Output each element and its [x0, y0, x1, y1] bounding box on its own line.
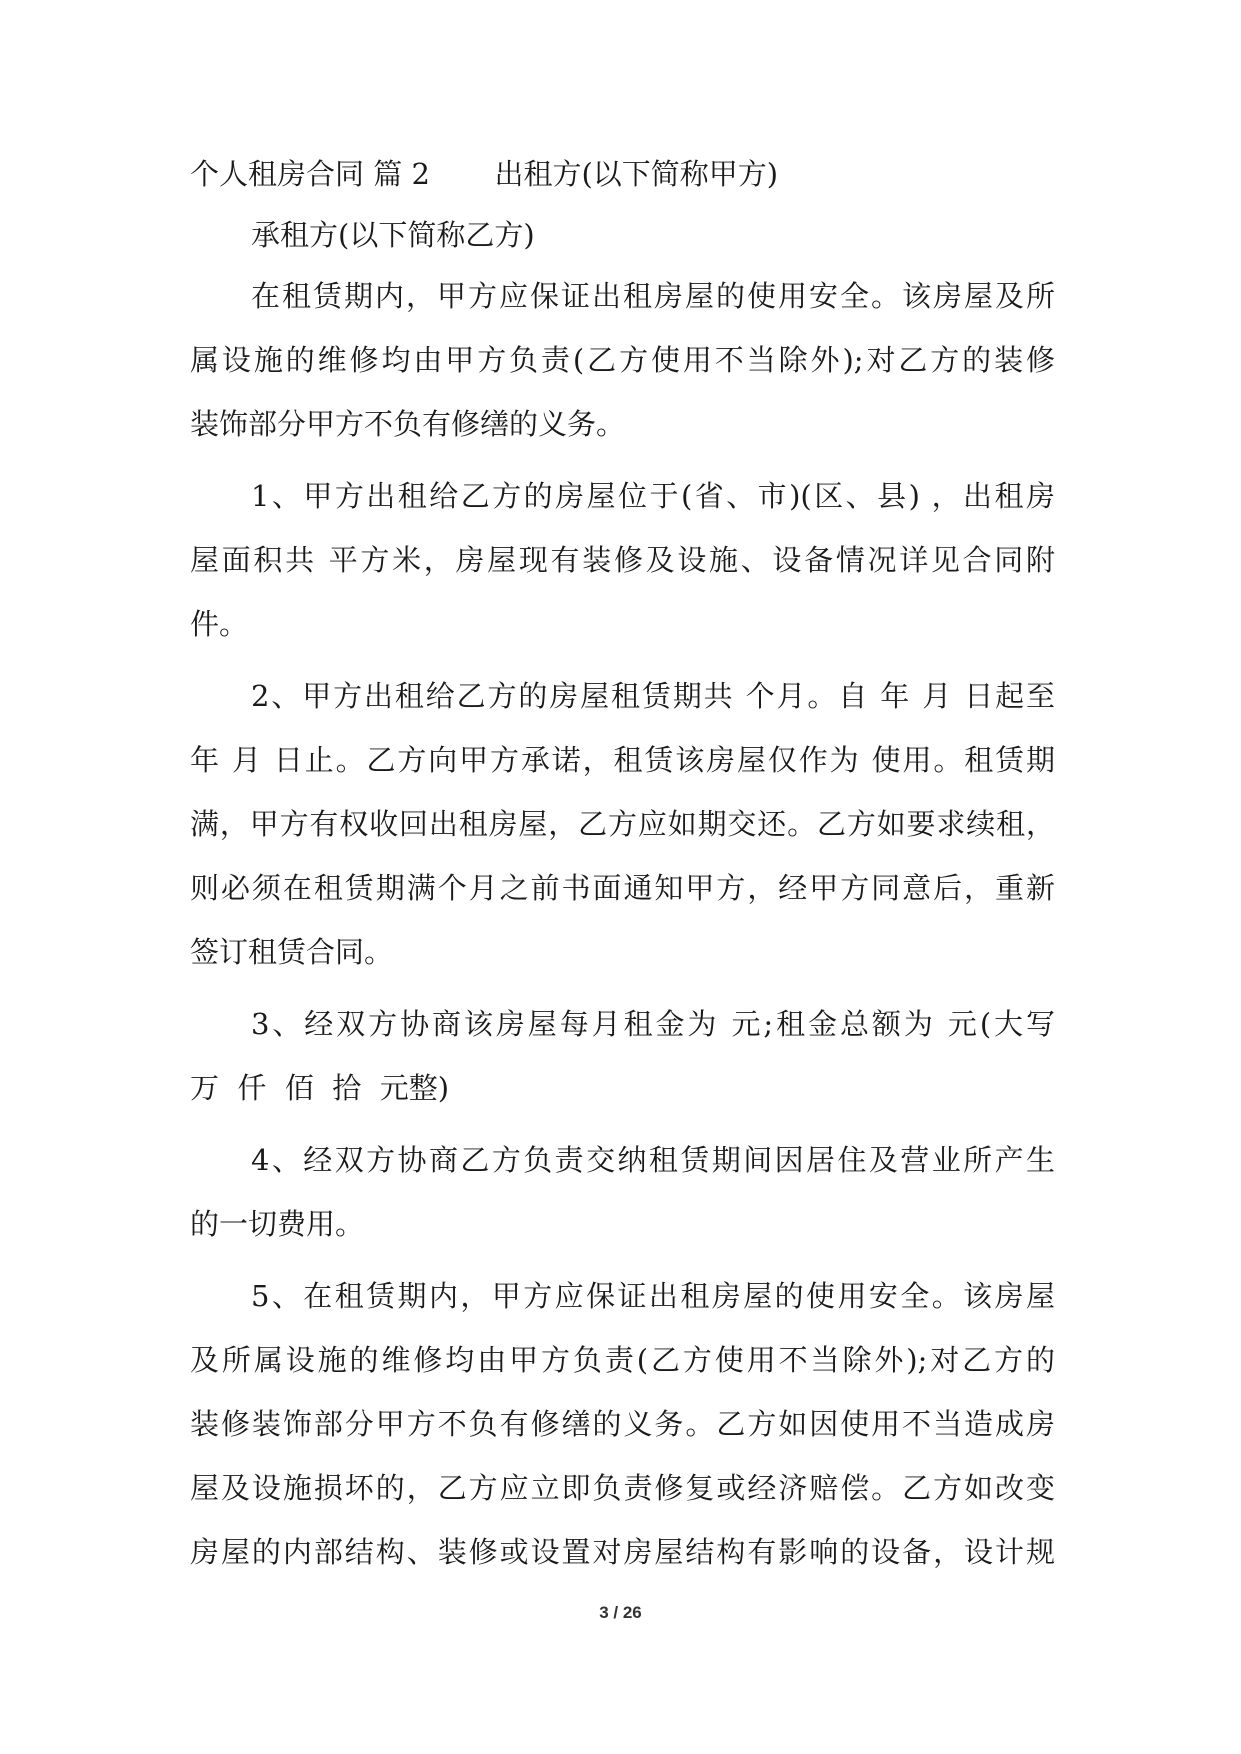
page-number: 3 / 26 [599, 1603, 642, 1622]
paragraph-line: 装饰部分甲方不负有修缮的义务。 [190, 407, 626, 441]
paragraph-line: 签订租赁合同。 [190, 935, 394, 969]
paragraph-line: 年 月 日止。乙方向甲方承诺，租赁该房屋仅作为 使用。租赁期 [190, 743, 1055, 777]
intro-paragraph [190, 277, 1055, 443]
paragraph-line: 的一切费用。 [190, 1207, 365, 1241]
lessor-line: 出租方(以下简称甲方) [494, 157, 779, 191]
paragraph-line: 装修装饰部分甲方不负有修缮的义务。乙方如因使用不当造成房 [190, 1407, 1055, 1441]
paragraph-line: 1、甲方出租给乙方的房屋位于(省、市)(区、县) ，出租房 [251, 479, 1055, 513]
paragraph-line: 4、经双方协商乙方负责交纳租赁期间因居住及营业所产生 [251, 1143, 1055, 1177]
paragraph-line: 及所属设施的维修均由甲方负责(乙方使用不当除外);对乙方的 [190, 1343, 1055, 1377]
paragraph-line: 则必须在租赁期满个月之前书面通知甲方，经甲方同意后，重新 [190, 871, 1055, 905]
paragraph-line: 5、在租赁期内，甲方应保证出租房屋的使用安全。该房屋 [251, 1279, 1055, 1313]
paragraph-line: 属设施的维修均由甲方负责(乙方使用不当除外);对乙方的装修 [190, 343, 1055, 377]
contract-header [190, 155, 1055, 193]
paragraph-line: 在租赁期内，甲方应保证出租房屋的使用安全。该房屋及所 [251, 279, 1055, 313]
paragraph-line: 屋面积共 平方米，房屋现有装修及设施、设备情况详见合同附 [190, 543, 1055, 577]
paragraph-line: 万 仟 佰 拾 元整) [190, 1071, 450, 1105]
document-body [190, 155, 1055, 1571]
paragraph-line: 房屋的内部结构、装修或设置对房屋结构有影响的设备，设计规 [190, 1535, 1055, 1569]
clause-4 [190, 1141, 1055, 1243]
contract-title: 个人租房合同 [190, 157, 365, 191]
paragraph-line: 件。 [190, 607, 249, 641]
paragraph-line: 3、经双方协商该房屋每月租金为 元;租金总额为 元(大写 [251, 1007, 1055, 1041]
paragraph-line: 满，甲方有权收回出租房屋，乙方应如期交还。乙方如要求续租， [190, 807, 1055, 841]
lessee-line: 承租方(以下简称乙方) [251, 218, 535, 252]
section-label: 篇 2 [373, 157, 430, 191]
paragraph-line: 2、甲方出租给乙方的房屋租赁期共 个月。自 年 月 日起至 [251, 679, 1055, 713]
paragraph-line: 屋及设施损坏的，乙方应立即负责修复或经济赔偿。乙方如改变 [190, 1471, 1055, 1505]
clause-5 [190, 1277, 1055, 1571]
clause-1 [190, 477, 1055, 643]
clause-3 [190, 1005, 1055, 1107]
clause-2 [190, 677, 1055, 971]
